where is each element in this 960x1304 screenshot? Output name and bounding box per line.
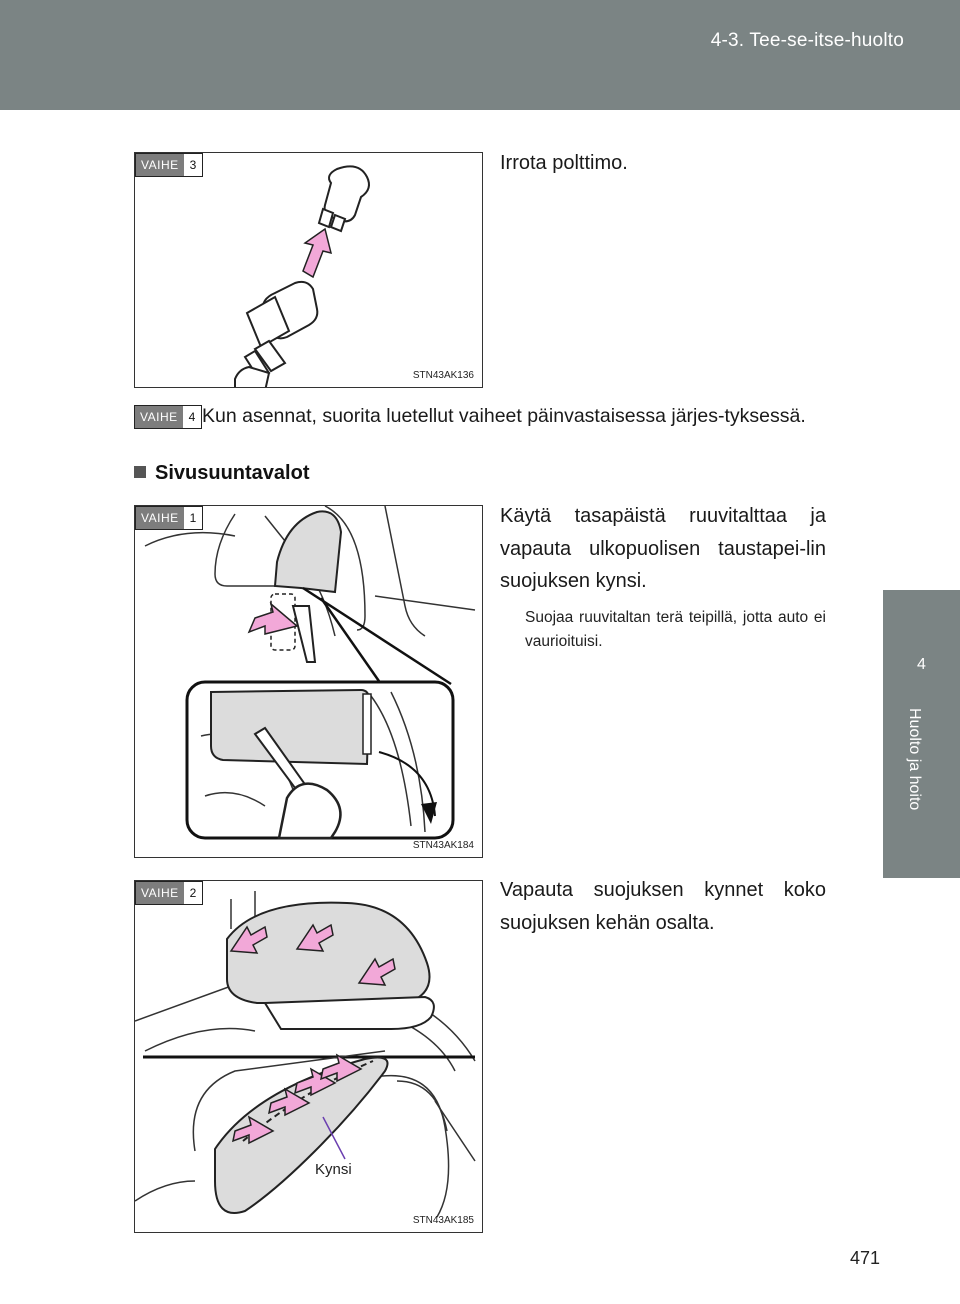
step-label: VAIHE (135, 406, 183, 428)
figure-code: STN43AK185 (412, 1215, 474, 1226)
step-number: 3 (189, 158, 197, 172)
direction-arrow (303, 229, 331, 277)
claw-callout: Kynsi (315, 1161, 352, 1178)
instruction-text: Irrota polttimo. (500, 152, 628, 174)
figure-code: STN43AK184 (412, 840, 474, 851)
chapter-number: 4 (917, 656, 926, 673)
instruction-text: Käytä tasapäistä ruuvitalttaa ja vapauta ulkopuolisen taustapei-lin suojuksen kynsi. (500, 505, 826, 592)
bulb-removal-illustration (135, 153, 483, 388)
instruction-text: Kun asennat, suorita luetellut vaiheet päinvastaisessa järjes-tyksessä. (202, 405, 806, 427)
page-number: 471 (849, 1248, 880, 1268)
square-bullet-icon (134, 466, 146, 478)
step-badge (134, 405, 202, 429)
chapter-title: Huolto ja hoito (906, 708, 923, 811)
step-label: VAIHE (136, 882, 184, 904)
step-label: VAIHE (136, 154, 184, 176)
figure-code: STN43AK136 (412, 370, 474, 381)
figure-bulb-removal (134, 152, 483, 388)
step-label: VAIHE (136, 507, 184, 529)
step-number: 1 (189, 511, 197, 525)
section-title: 4-3. Tee-se-itse-huolto (710, 30, 904, 51)
step-number: 4 (188, 410, 196, 424)
section-heading (134, 462, 309, 485)
figure-cover-claws (134, 880, 483, 1233)
heading-text: Sivusuuntavalot (155, 462, 310, 484)
note-text: Suojaa ruuvitaltan terä teipillä, jotta auto ei vaurioituisi. (525, 609, 826, 650)
step-number: 2 (189, 886, 197, 900)
mirror-screwdriver-illustration (135, 506, 483, 858)
header-bar (0, 0, 960, 110)
instruction-text: Vapauta suojuksen kynnet koko suojuksen kehän osalta. (500, 879, 826, 934)
figure-mirror-cover-claw (134, 505, 483, 858)
chapter-tab (883, 590, 960, 878)
mirror-cover-claws-illustration (135, 881, 483, 1233)
